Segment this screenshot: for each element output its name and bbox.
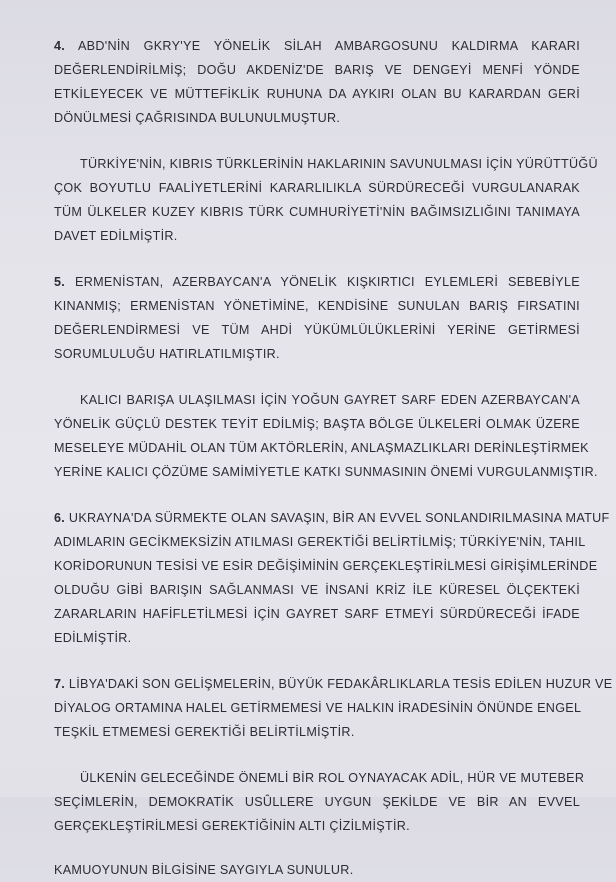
paragraph-number: 5.	[54, 275, 66, 289]
paragraph-7b	[54, 766, 585, 838]
text-line: KORİDORUNUN TESİSİ VE ESİR DEĞİŞİMİNİN GERÇEKLEŞTİRİLMESİ GİRİŞİMLERİNDE	[54, 559, 598, 573]
paragraph-7	[54, 672, 613, 744]
text-line: DEĞERLENDİRMESİ VE TÜM AHDİ YÜKÜMLÜLÜKLERİNİ YERİNE GETİRMESİ	[54, 323, 580, 337]
text-line: TÜRKİYE'NİN, KIBRIS TÜRKLERİNİN HAKLARININ SAVUNULMASI İÇİN YÜRÜTTÜĞÜ	[80, 157, 598, 171]
text-line: ETKİLEYECEK VE MÜTTEFİKLİK RUHUNA DA AYKIRI OLAN BU KARARDAN GERİ	[54, 87, 580, 101]
text-line: ZARARLARIN HAFİFLETİLMESİ İÇİN GAYRET SARF ETMEYİ SÜRDÜRECEĞİ İFADE	[54, 607, 580, 621]
text-line: MESELEYE MÜDAHİL OLAN TÜM AKTÖRLERİN, ANLAŞMAZLIKLARI DERİNLEŞTİRMEK	[54, 441, 589, 455]
paragraph-number: 6.	[54, 511, 66, 525]
text-line: KINANMIŞ; ERMENİSTAN YÖNETİMİNE, KENDİSİNE SUNULAN BARIŞ FIRSATINI	[54, 299, 580, 313]
text-line: TÜM ÜLKELER KUZEY KIBRIS TÜRK CUMHURİYETİ'NİN BAĞIMSIZLIĞINI TANIMAYA	[54, 205, 580, 219]
paragraph-6	[54, 506, 610, 650]
text-line: ÜLKENİN GELECEĞİNDE ÖNEMLİ BİR ROL OYNAYACAK ADİL, HÜR VE MUTEBER	[80, 771, 585, 785]
paragraph-5b	[54, 388, 598, 484]
text-line: 6. UKRAYNA'DA SÜRMEKTE OLAN SAVAŞIN, BİR AN EVVEL SONLANDIRILMASINA MATUF	[54, 511, 610, 525]
text-line: DİYALOG ORTAMINA HALEL GETİRMEMESİ VE HALKIN İRADESİNİN ÖNÜNDE ENGEL	[54, 701, 582, 715]
closing-statement	[54, 858, 580, 882]
text-line: DAVET EDİLMİŞTİR.	[54, 229, 178, 243]
text-line: 7. LİBYA'DAKİ SON GELİŞMELERİN, BÜYÜK FEDAKÂRLIKLARLA TESİS EDİLEN HUZUR VE	[54, 677, 613, 691]
text-line: YERİNE KALICI ÇÖZÜME SAMİMİYETLE KATKI SUNMASININ ÖNEMİ VURGULANMIŞTIR.	[54, 465, 598, 479]
text-line: DÖNÜLMESİ ÇAĞRISINDA BULUNULMUŞTUR.	[54, 111, 341, 125]
text-line: ADIMLARIN GECİKMEKSİZİN ATILMASI GEREKTİĞİ BELİRTİLMİŞ; TÜRKİYE'NİN, TAHIL	[54, 535, 586, 549]
text-line: KALICI BARIŞA ULAŞILMASI İÇİN YOĞUN GAYRET SARF EDEN AZERBAYCAN'A	[80, 393, 580, 407]
text-line: SORUMLULUĞU HATIRLATILMIŞTIR.	[54, 347, 280, 361]
text-line: OLDUĞU GİBİ BARIŞIN SAĞLANMASI VE İNSANİ KRİZ İLE KÜRESEL ÖLÇEKTEKİ	[54, 583, 580, 597]
text-line: DEĞERLENDİRİLMİŞ; DOĞU AKDENİZ'DE BARIŞ VE DENGEYİ MENFİ YÖNDE	[54, 63, 580, 77]
text-line: GERÇEKLEŞTİRİLMESİ GEREKTİĞİNİN ALTI ÇİZİLMİŞTİR.	[54, 819, 410, 833]
paragraph-4	[54, 34, 580, 130]
text-line: YÖNELİK GÜÇLÜ DESTEK TEYİT EDİLMİŞ; BAŞTA BÖLGE ÜLKELERİ OLMAK ÜZERE	[54, 417, 580, 431]
paragraph-5	[54, 270, 580, 366]
text-line: ÇOK BOYUTLU FAALİYETLERİNİ KARARLILIKLA SÜRDÜRECEĞİ VURGULANARAK	[54, 181, 580, 195]
text-line: SEÇİMLERİN, DEMOKRATİK USÛLLERE UYGUN ŞEKİLDE VE BİR AN EVVEL	[54, 795, 580, 809]
text-line: 5. ERMENİSTAN, AZERBAYCAN'A YÖNELİK KIŞKIRTICI EYLEMLERİ SEBEBİYLE	[54, 275, 580, 289]
text-line: 4. ABD'NİN GKRY'YE YÖNELİK SİLAH AMBARGOSUNU KALDIRMA KARARI	[54, 39, 580, 53]
text-line: TEŞKİL ETMEMESİ GEREKTİĞİ BELİRTİLMİŞTİR.	[54, 725, 355, 739]
paragraph-number: 7.	[54, 677, 66, 691]
paragraph-4b	[54, 152, 598, 248]
text-line: EDİLMİŞTİR.	[54, 631, 132, 645]
text-line: KAMUOYUNUN BİLGİSİNE SAYGIYLA SUNULUR.	[54, 863, 354, 877]
paragraph-number: 4.	[54, 39, 66, 53]
